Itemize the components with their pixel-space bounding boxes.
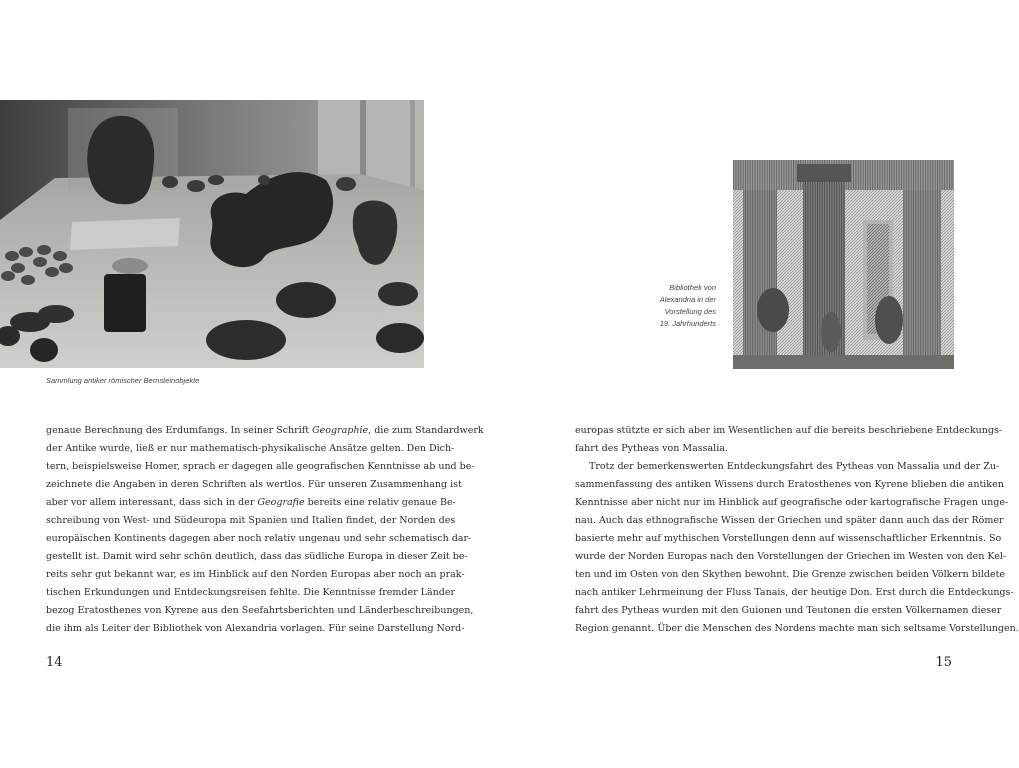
text-line <box>46 584 456 602</box>
text-segment: der Antike wurde, ließ er nur mathematisch-physikalische Ansätze gelten. Den Dich- <box>46 443 455 454</box>
text-line <box>46 530 472 548</box>
text-line: europas stützte er sich aber im Wesentlichen auf die bereits beschriebene Entdeckungs- <box>575 425 1003 436</box>
text-line: Region genannt. Über die Menschen des Nordens machte man sich seltsame Vorstellungen. <box>575 623 1019 634</box>
text-line <box>46 422 484 440</box>
italic-title: Geographie <box>312 425 369 436</box>
text-segment: aber vor allem interessant, dass sich in der <box>46 497 258 508</box>
italic-title: Geografie <box>257 497 305 508</box>
text-segment: tern, beispielsweise Homer, sprach er dagegen alle geografischen Kenntnisse ab und be- <box>46 461 475 472</box>
text-line <box>46 566 465 584</box>
amber-collection-photo <box>0 100 424 368</box>
text-segment: zeichnete die Angaben in deren Schriften als wertlos. Für unseren Zusammenhang ist <box>46 479 462 490</box>
caption-line: Alexandria in der <box>659 295 716 304</box>
caption-line: Bibliothek von <box>669 283 716 292</box>
text-segment: schreibung von West- und Südeuropa mit Spanien und Italien findet, der Norden des <box>46 515 456 526</box>
text-segment: die ihm als Leiter der Bibliothek von Alexandria vorlagen. Für seine Darstellung Nord- <box>46 623 465 634</box>
text-line: ten und im Osten von den Skythen bewohnt. Die Grenze zwischen beiden Völkern bildete <box>575 569 1006 580</box>
caption-line: 19. Jahrhunderts <box>659 319 716 328</box>
text-line: fahrt des Pytheas von Massalia. <box>575 443 728 454</box>
text-segment: bezog Eratosthenes von Kyrene aus den Seefahrtsberichten und Länderbeschreibungen, <box>46 605 474 616</box>
text-line: Trotz der bemerkenswerten Entdeckungsfahrt des Pytheas von Massalia und der Zu- <box>589 461 1000 472</box>
text-segment: bereits eine relativ genaue Be- <box>304 497 456 508</box>
text-line <box>46 476 462 494</box>
text-line: wurde der Norden Europas nach den Vorstellungen der Griechen im Westen von den Kel- <box>575 551 1007 562</box>
library-of-alexandria-engraving <box>733 160 954 369</box>
text-segment: genaue Berechnung des Erdumfangs. In seiner Schrift <box>46 425 313 436</box>
left-text-column <box>46 422 484 638</box>
amber-photo-caption: Sammlung antiker römischer Bernsteinobjekte <box>46 376 200 385</box>
caption-line: Vorstellung des <box>664 307 716 316</box>
text-segment: tischen Erkundungen und Entdeckungsreisen fehlte. Die Kenntnisse fremder Länder <box>46 587 456 598</box>
text-line <box>46 512 456 530</box>
text-line: sammenfassung des antiken Wissens durch Eratosthenes von Kyrene blieben die antiken <box>575 479 1004 490</box>
text-line: basierte mehr auf mythischen Vorstellungen denn auf wissenschaftlicher Erkenntnis. So <box>575 533 1002 544</box>
text-segment: europäischen Kontinents dagegen aber noch relativ ungenau und sehr schematisch dar- <box>46 533 472 544</box>
page-number-right: 15 <box>935 655 952 670</box>
text-segment: reits sehr gut bekannt war, es im Hinblick auf den Norden Europas aber noch an prak- <box>46 569 465 580</box>
text-line <box>46 494 456 512</box>
text-segment: gestellt ist. Damit wird sehr schön deutlich, dass das südliche Europa in dieser Zeit be- <box>46 551 468 562</box>
text-line: fahrt des Pytheas wurden mit den Guionen und Teutonen die ersten Völkernamen dieser <box>575 605 1002 616</box>
text-line <box>46 440 455 458</box>
text-line: nau. Auch das ethnografische Wissen der Griechen und später dann auch das der Römer <box>575 515 1004 526</box>
text-segment: , die zum Standardwerk <box>368 425 484 436</box>
page-number-left: 14 <box>46 655 63 670</box>
text-line: nach antiker Lehrmeinung der Fluss Tanais, der heutige Don. Erst durch die Entdeckungs- <box>575 587 1014 598</box>
text-line <box>46 548 468 566</box>
text-line <box>46 620 465 638</box>
text-line <box>46 458 475 476</box>
right-text-column <box>575 422 1019 638</box>
text-line <box>46 602 474 620</box>
text-line: Kenntnisse aber nicht nur im Hinblick auf geografische oder kartografische Fragen unge- <box>575 497 1009 508</box>
library-engraving-caption <box>614 282 716 330</box>
